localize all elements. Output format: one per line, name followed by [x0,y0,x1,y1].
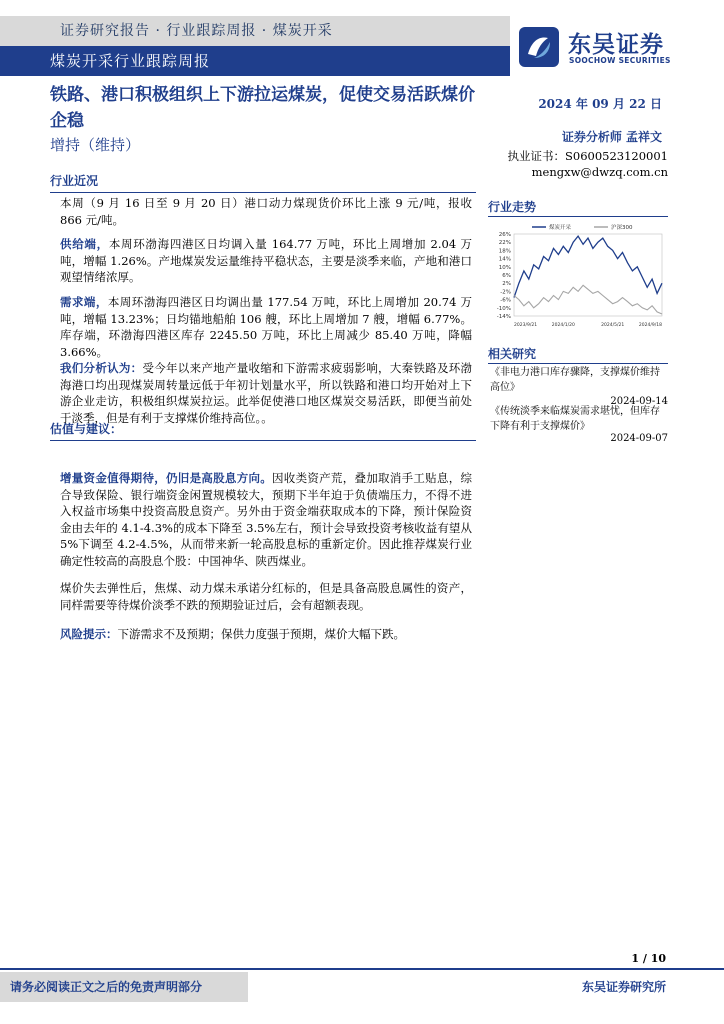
logo-name-cn: 东吴证券 [568,32,664,58]
logo-name-en: SOOCHOW SECURITIES [569,56,671,65]
y-tick-label: 14% [498,256,511,263]
paragraph-analysis [60,360,472,426]
related-divider [488,363,668,364]
x-tick-label: 2024/1/20 [551,323,575,328]
series-line [514,285,662,314]
analyst-name: 证券分析师 孟祥文 [561,130,662,144]
report-type-bar [0,46,510,76]
supply-text: 本周环渤海四港区日均调入量 164.77 万吨，环比上周增加 2.04 万吨，增幅 1.26%。产地煤炭发运量维持平稳状态，主要是淡季来临，产地和港口观望情绪浓厚。 [60,237,473,284]
dividend-text: 因收类资产荒，叠加取消手工贴息，综合导致保险、银行端资金闲置规模较大，预期下半年迫于负债端压力，不得不进入权益市场集中投资高股息资产。另外由于资金端获取成本的下降，预计保险资金由去年的 4.1-4.3%的成本下降至 3.5%左右，预计会导致投资考核收益有望从 5%下调至 4.2-4.5%，从而带来新一轮高股息标的重新定价。因此推荐煤炭行业确定性较高的高股息个股：中国神华、陕西煤业。 [60,471,472,568]
y-tick-label: -6% [500,297,511,304]
y-tick-label: 10% [498,264,511,271]
paragraph-demand [60,294,472,360]
related-report-title[interactable]: 《非电力港口库存骤降，支撑煤价维持高位》 [490,367,660,393]
related-report-title[interactable]: 《传统淡季来临煤炭需求堪忧，但库存下降有利于支撑煤价》 [490,406,660,432]
chart-frame [514,234,662,316]
dividend-label: 增量资金值得期待，仍旧是高股息方向。 [60,471,273,485]
y-tick-label: -2% [500,289,511,296]
footer-brand: 东吴证券研究所 [581,980,666,994]
trend-divider [488,216,668,217]
trend-chart [488,220,668,330]
demand-label: 需求端， [60,295,108,309]
y-tick-label: 2% [502,281,511,288]
report-type: 煤炭开采行业跟踪周报 [50,52,211,70]
y-tick-label: -10% [496,305,511,312]
y-tick-label: -14% [496,314,511,320]
report-date: 2024 年 09 月 22 日 [538,97,662,111]
logo-mark-icon [518,26,560,68]
brand-logo [518,26,708,70]
y-tick-label: 18% [498,248,511,255]
coal-price-text: 煤价失去弹性后，焦煤、动力煤未承诺分红标的，但是具备高股息属性的资产，同样需要等待煤价淡季不跌的预期验证过后，会有超额表现。 [60,581,472,612]
section-valuation: 估值与建议： [50,420,476,441]
analyst-cert: 执业证书：S0600523120001 [507,149,668,163]
legend-label: 沪深300 [611,225,633,231]
breadcrumb-bar [0,16,510,46]
y-tick-label: 22% [498,240,511,247]
y-tick-label: 6% [502,273,511,279]
paragraph-price-text: 本周（9 月 16 日至 9 月 20 日）港口动力煤现货价环比上涨 9 元/吨，报收 866 元/吨。 [60,196,472,227]
section-industry-status: 行业近况 [50,172,476,193]
paragraph-coal-price [60,580,472,613]
demand-text: 本周环渤海四港区日均调出量 177.54 万吨，环比上周增加 20.74 万吨，增幅 13.23%；日均锚地船舶 106 艘，环比上周增加 7 艘，增幅 6.77%。库存端，环渤海四港区库存 2245.50 万吨，环比上周减少 85.40 万吨，降幅 3.66%。 [60,295,473,359]
headline: 铁路、港口积极组织上下游拉运煤炭，促使交易活跃煤价企稳 [50,85,475,131]
paragraph-risk [60,626,472,643]
series-line [514,236,662,298]
risk-text: 下游需求不及预期；保供力度强于预期，煤价大幅下跌。 [117,627,405,641]
footer-divider [0,968,724,970]
trend-chart-svg [488,220,668,330]
legend-label: 煤炭开采 [549,225,572,231]
x-tick-label: 2024/9/18 [638,323,662,328]
paragraph-dividend [60,470,472,569]
section-related: 相关研究 [488,347,537,361]
supply-label: 供给端， [60,237,109,251]
page-number: 1 / 10 [631,952,666,965]
paragraph-price [60,195,472,228]
x-tick-label: 2024/5/21 [601,323,625,328]
paragraph-supply [60,236,472,286]
section-trend: 行业走势 [488,200,537,214]
analysis-label: 我们分析认为： [60,361,143,375]
rating: 增持（维持） [50,136,141,154]
footer-disclaimer-box [0,972,248,1002]
related-report-date: 2024-09-07 [610,433,668,444]
related-report-date: 2024-09-14 [610,396,668,407]
y-tick-label: 26% [498,232,511,238]
analyst-email[interactable]: mengxw@dwzq.com.cn [531,165,668,179]
footer-disclaimer: 请务必阅读正文之后的免责声明部分 [10,980,203,994]
breadcrumb: 证券研究报告 · 行业跟踪周报 · 煤炭开采 [60,23,333,39]
analysis-text: 受今年以来产地产量收缩和下游需求疲弱影响，大秦铁路及环渤海港口均出现煤炭周转量远低于年初计划量水平，所以铁路和港口均开始对上下游企业走访，积极组织煤炭拉运。此举促使港口地区煤炭交易活跃，即便当前处于淡季，但是有利于支撑煤价维持高位。。 [60,361,473,425]
x-tick-label: 2023/9/21 [514,323,538,328]
risk-label: 风险提示： [60,627,118,641]
